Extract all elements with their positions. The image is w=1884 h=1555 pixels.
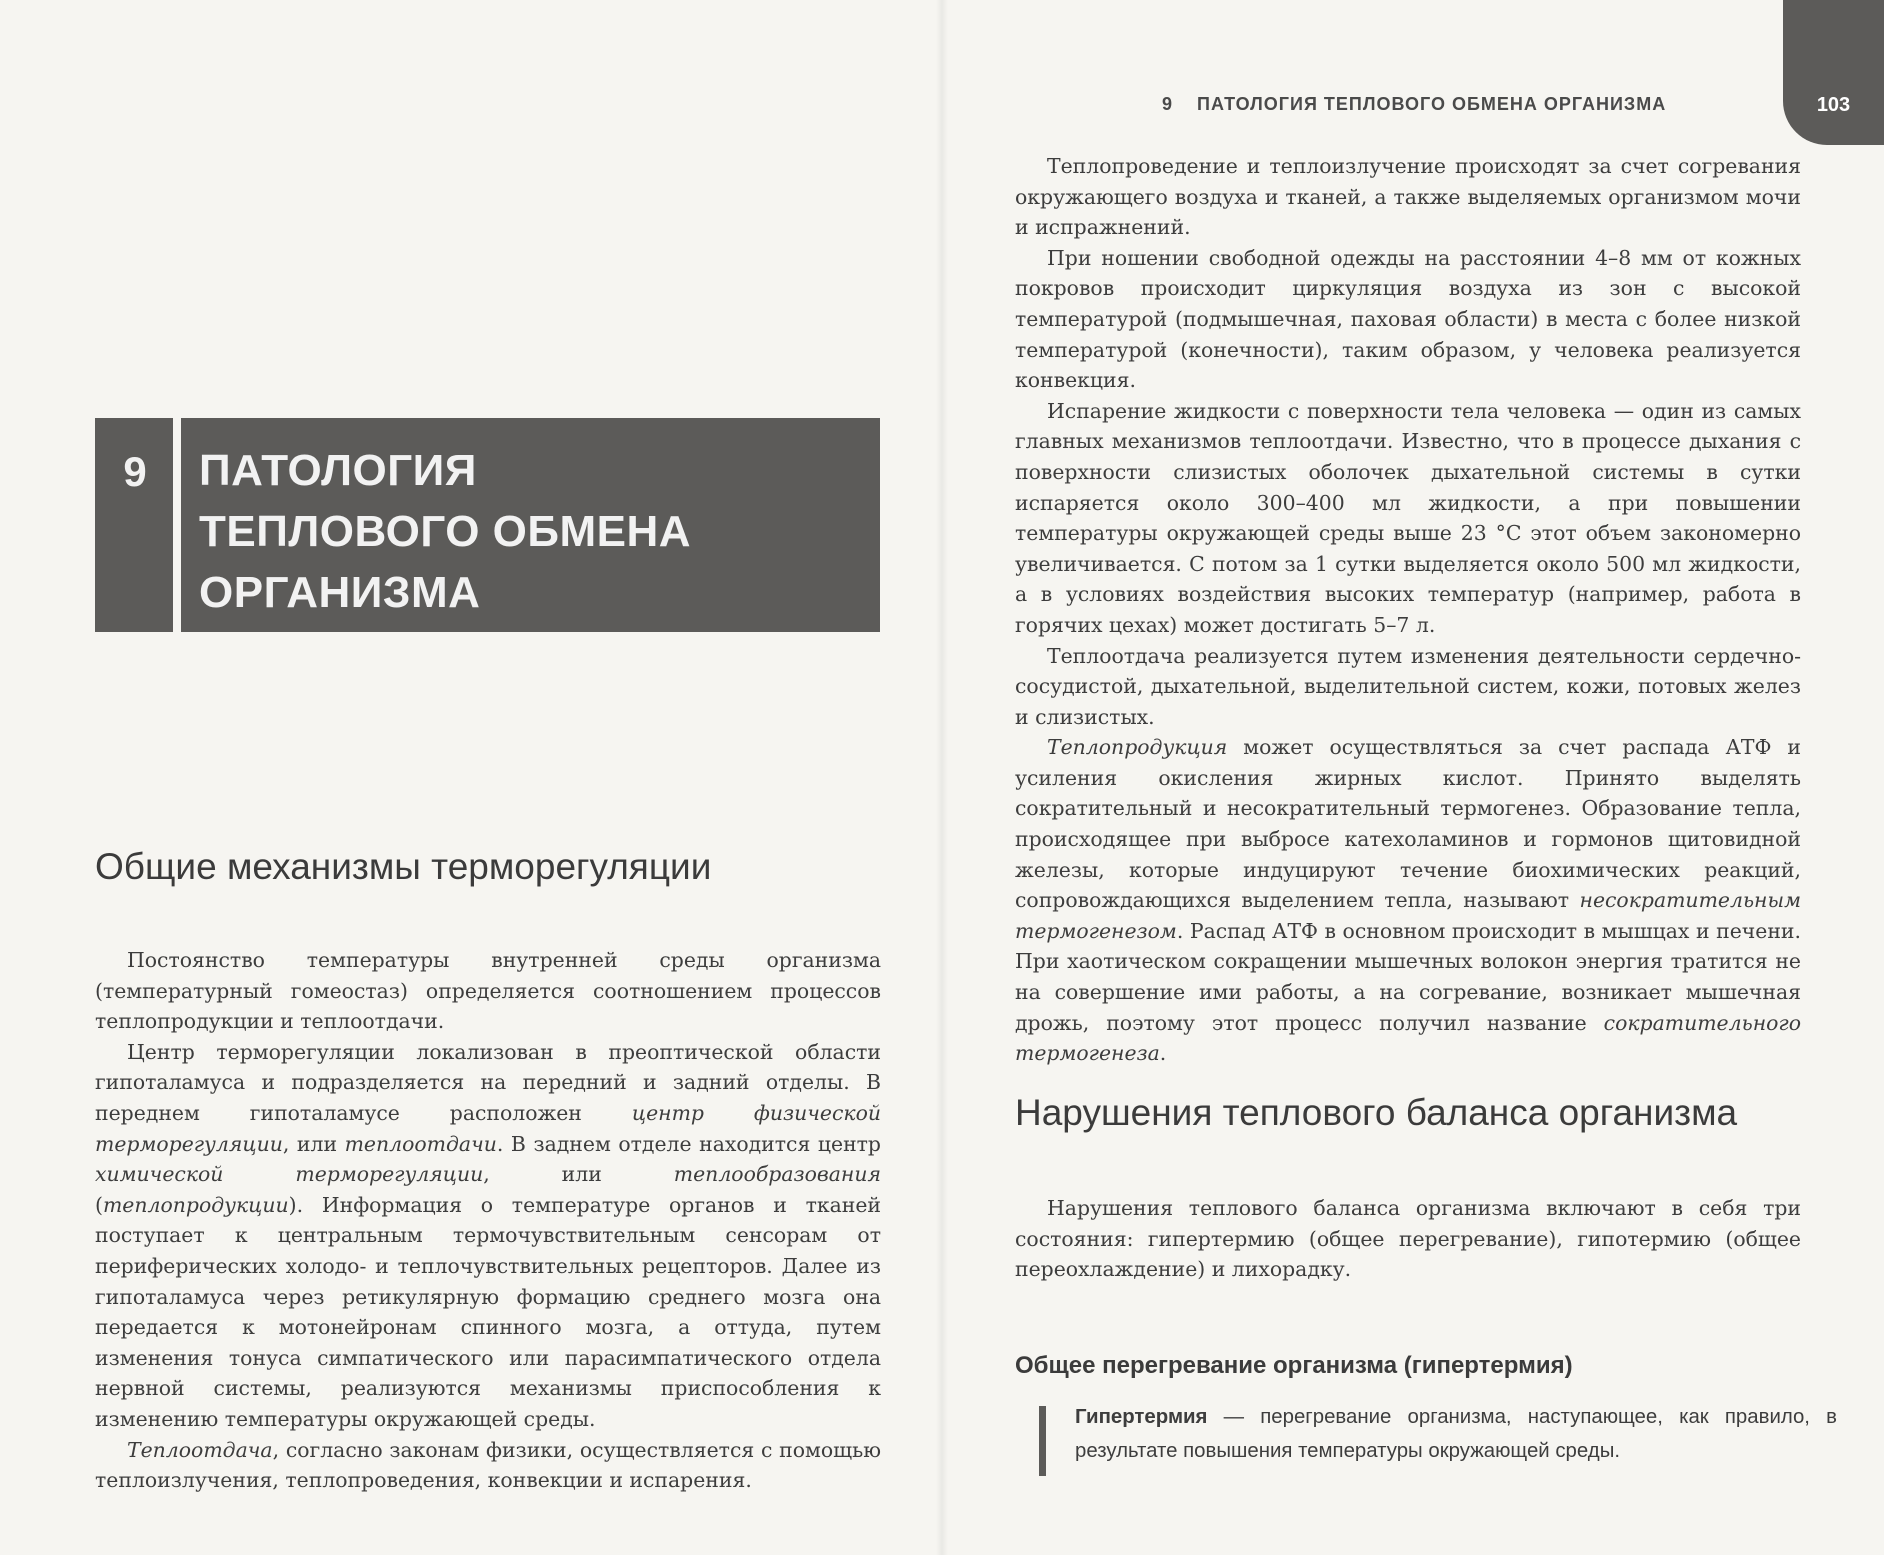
running-head-title: ПАТОЛОГИЯ ТЕПЛОВОГО ОБМЕНА ОРГАНИЗМА — [1197, 94, 1667, 114]
chapter-title-line: ТЕПЛОВОГО ОБМЕНА — [199, 507, 692, 556]
paragraph: Центр терморегуляции локализован в преоптической области гипоталамуса и подразделяется на передний и задний отделы. В переднем гипоталамусе расположен центр физической терморегуляции, или теплоотдачи. В заднем отделе находится центр химической терморегуляции, или теплообразования (теплопродукции). Информация о температуре органов и тканей поступает к центральным термочувствительным сенсорам от периферических холодо- и теплочувствительных рецепторов. Далее из гипоталамуса через ретикулярную формацию среднего мозга она передается к мотонейронам спинного мозга, а оттуда, путем изменения тонуса симпатического или парасимпатического отдела нервной системы, реализуются механизмы приспособления к изменению температуры окружающей среды. — [95, 1039, 881, 1431]
paragraph: При ношении свободной одежды на расстоянии 4–8 мм от кожных покровов происходит циркуляция воздуха из зон с высокой температурой (подмышечная, паховая области) в места с более низкой температурой (конечности), таким образом, у человека реализуется конвекция. — [1015, 245, 1801, 393]
definition-text: — перегревание организма, наступающее, как правило, в результате повышения температуры окружающей среды. — [1075, 1406, 1837, 1462]
balance-text — [1015, 1193, 1801, 1285]
chapter-title-line: ПАТОЛОГИЯ — [199, 446, 477, 495]
paragraph: Постоянство температуры внутренней среды организма (температурный гомеостаз) определяется соотношением процессов теплопродукции и теплоотдачи. — [95, 948, 881, 1034]
chapter-number: 9 — [123, 448, 147, 495]
paragraph: Теплоотдача реализуется путем изменения деятельности сердечно-сосудистой, дыхательной, выделительной систем, кожи, потовых желез и слизистых. — [1015, 643, 1801, 729]
chapter-banner — [95, 418, 880, 632]
section-heading-general: Общие механизмы терморегуляции — [95, 846, 712, 887]
page-number: 103 — [1816, 94, 1851, 116]
page-number-tab — [1783, 0, 1884, 145]
paragraph: Испарение жидкости с поверхности тела человека — один из самых главных механизмов теплоотдачи. Известно, что в процессе дыхания с поверхности слизистых оболочек дыхательной системы в сутки испаряется около 300–400 мл жидкости, а при повышении температуры окружающей среды выше 23 °С этот объем закономерно увеличивается. С потом за 1 сутки выделяется около 500 мл жидкости, а в условиях воздействия высоких температур (например, работа в горячих цехах) может достигать 5–7 л. — [1015, 398, 1801, 637]
chapter-title-line: ОРГАНИЗМА — [199, 568, 481, 617]
definition-term: Гипертермия — [1075, 1406, 1208, 1428]
chapter-title — [199, 440, 859, 623]
chapter-divider — [173, 418, 181, 632]
subsection-heading-hyperthermia: Общее перегревание организма (гипертермия) — [1015, 1352, 1573, 1379]
running-head-chapter: 9 — [1162, 94, 1174, 114]
section-heading-balance: Нарушения теплового баланса организма — [1015, 1092, 1738, 1133]
paragraph: Теплопродукция может осуществляться за счет распада АТФ и усиления окисления жирных кислот. Принято выделять сократительный и несократительный термогенез. Образование тепла, происходящее при выбросе катехоламинов и гормонов щитовидной железы, которые индуцируют течение биохимических реакций, сопровождающихся выделением тепла, называют несократительным термогенезом. Распад АТФ в основном происходит в мышцах и печени. При хаотическом сокращении мышечных волокон энергия тратится не на совершение ими работы, а на согревание, возникает мышечная дрожь, поэтому этот процесс получил название сократительного термогенеза. — [1015, 735, 1801, 1066]
paragraph: Теплопроведение и теплоизлучение происходят за счет согревания окружающего воздуха и тканей, а также выделяемых организмом мочи и испражнений. — [1015, 154, 1801, 240]
definition-bar — [1039, 1406, 1046, 1476]
paragraph: Теплоотдача, согласно законам физики, осуществляется с помощью теплоизлучения, теплопроведения, конвекции и испарения. — [95, 1437, 881, 1493]
paragraph: Нарушения теплового баланса организма включают в себя три состояния: гипертермию (общее перегревание), гипотермию (общее переохлаждение) и лихорадку. — [1015, 1196, 1801, 1282]
right-body-text — [1015, 151, 1801, 1069]
general-mechanisms-text — [95, 945, 881, 1496]
definition-box — [1039, 1400, 1837, 1468]
running-head — [1162, 94, 1666, 115]
book-gutter — [936, 0, 948, 1555]
